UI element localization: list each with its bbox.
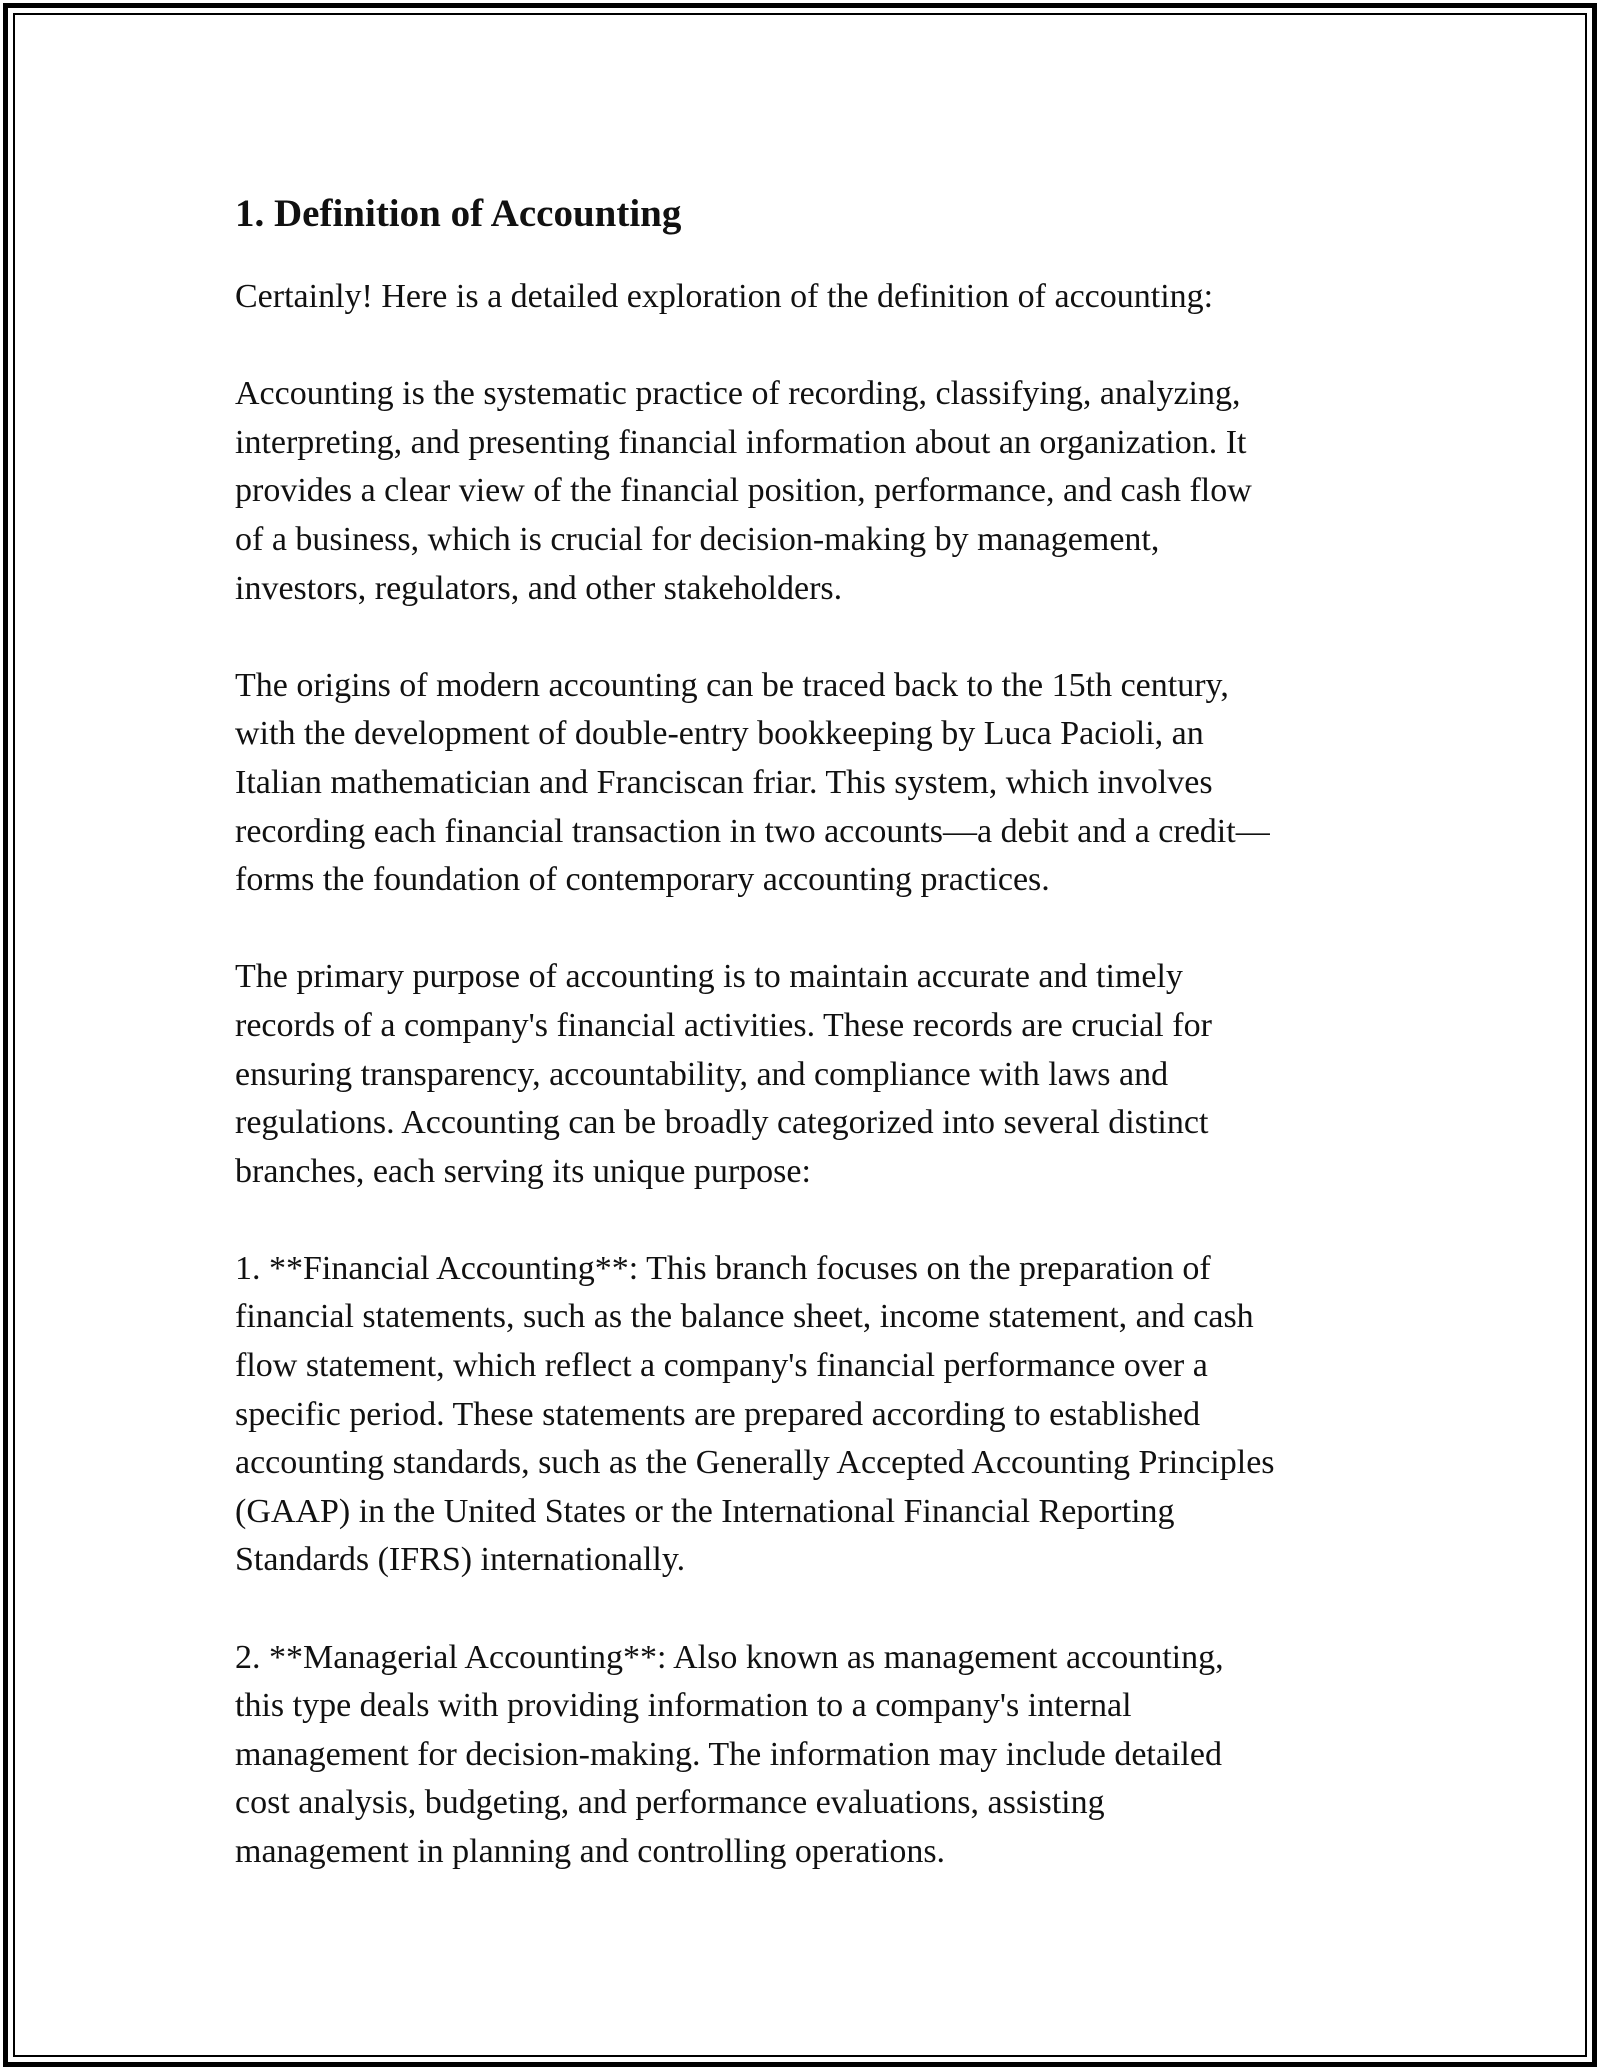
origins-paragraph bbox=[235, 662, 1385, 905]
text-line: (GAAP) in the United States or the International Financial Reporting bbox=[235, 1492, 1175, 1530]
text-line: Standards (IFRS) internationally. bbox=[235, 1541, 686, 1579]
text-line: 2. **Managerial Accounting**: Also known as management accounting, bbox=[235, 1638, 1224, 1676]
document-body bbox=[235, 273, 1385, 1877]
text-line: Italian mathematician and Franciscan friar. This system, which involves bbox=[235, 763, 1213, 801]
text-line: interpreting, and presenting financial information about an organization. It bbox=[235, 423, 1247, 461]
intro-paragraph bbox=[235, 273, 1385, 322]
text-line: financial statements, such as the balance sheet, income statement, and cash bbox=[235, 1298, 1254, 1336]
text-line: accounting standards, such as the Generally Accepted Accounting Principles bbox=[235, 1444, 1275, 1482]
text-line: provides a clear view of the financial position, performance, and cash flow bbox=[235, 472, 1252, 510]
text-line: cost analysis, budgeting, and performance evaluations, assisting bbox=[235, 1784, 1105, 1822]
financial-accounting-paragraph bbox=[235, 1245, 1385, 1585]
text-line: The origins of modern accounting can be traced back to the 15th century, bbox=[235, 666, 1229, 704]
text-line: regulations. Accounting can be broadly categorized into several distinct bbox=[235, 1104, 1209, 1142]
text-line: ensuring transparency, accountability, and compliance with laws and bbox=[235, 1055, 1169, 1093]
text-line: specific period. These statements are prepared according to established bbox=[235, 1395, 1201, 1433]
text-line: 1. **Financial Accounting**: This branch focuses on the preparation of bbox=[235, 1249, 1211, 1287]
text-line: management in planning and controlling operations. bbox=[235, 1833, 946, 1870]
text-line: Certainly! Here is a detailed exploration of the definition of accounting: bbox=[235, 278, 1214, 315]
text-line: The primary purpose of accounting is to maintain accurate and timely bbox=[235, 958, 1183, 996]
text-line: this type deals with providing information to a company's internal bbox=[235, 1687, 1132, 1725]
text-line: flow statement, which reflect a company's financial performance over a bbox=[235, 1347, 1208, 1385]
text-line: recording each financial transaction in two accounts—a debit and a credit— bbox=[235, 812, 1270, 850]
text-line: records of a company's financial activities. These records are crucial for bbox=[235, 1006, 1212, 1044]
text-line: branches, each serving its unique purpose: bbox=[235, 1152, 811, 1190]
text-line: with the development of double-entry bookkeeping by Luca Pacioli, an bbox=[235, 715, 1204, 753]
purpose-paragraph bbox=[235, 953, 1385, 1196]
text-line: investors, regulators, and other stakeholders. bbox=[235, 569, 843, 607]
text-line: forms the foundation of contemporary accounting practices. bbox=[235, 861, 1050, 899]
text-line: Accounting is the systematic practice of recording, classifying, analyzing, bbox=[235, 375, 1241, 413]
document-page bbox=[235, 185, 1385, 1877]
managerial-accounting-paragraph bbox=[235, 1634, 1385, 1877]
page-title: 1. Definition of Accounting bbox=[235, 192, 682, 235]
text-line: management for decision-making. The information may include detailed bbox=[235, 1735, 1222, 1773]
definition-paragraph bbox=[235, 370, 1385, 613]
text-line: of a business, which is crucial for decision-making by management, bbox=[235, 520, 1160, 558]
